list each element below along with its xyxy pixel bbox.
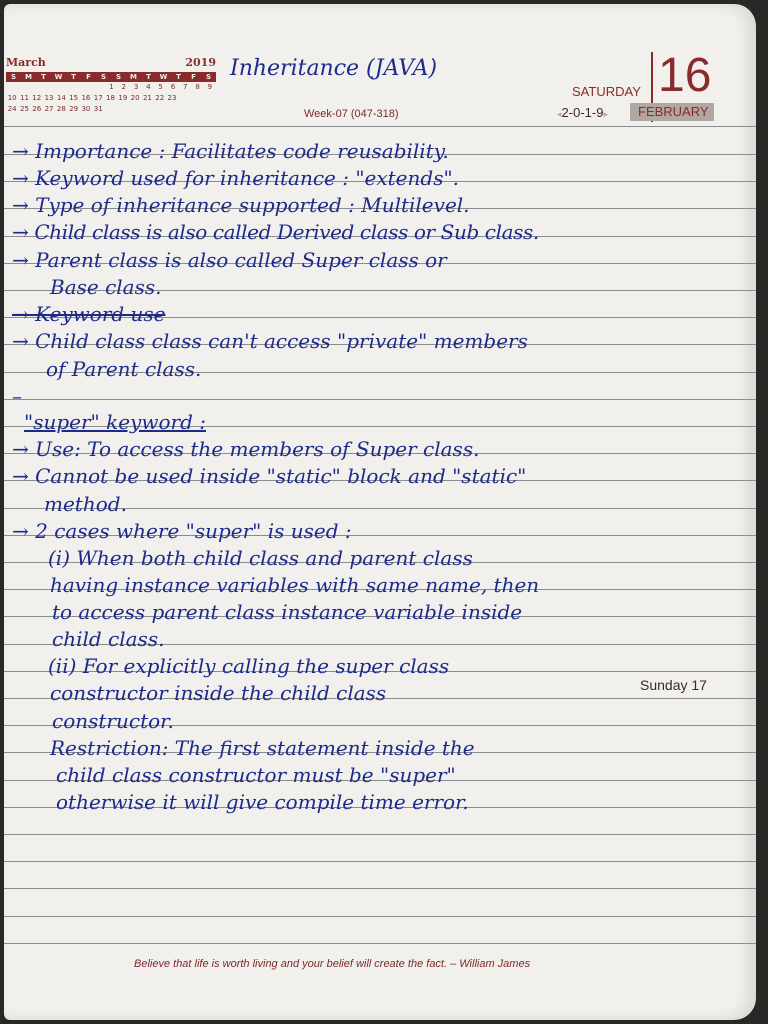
calendar-cell: 13	[44, 94, 54, 102]
calendar-cell: W	[159, 73, 168, 81]
calendar-cell: 7	[183, 83, 188, 91]
date-code-text: 2-0-1-9	[561, 105, 604, 120]
calendar-cell: M	[130, 73, 137, 81]
note-line: to access parent class instance variable inside	[52, 600, 523, 624]
calendar-cell: 1	[109, 83, 114, 91]
calendar-cell: 3	[133, 83, 139, 91]
calendar-cell: W	[54, 73, 63, 81]
note-line: → 2 cases where "super" is used :	[12, 519, 352, 543]
note-line: Restriction: The first statement inside the	[50, 736, 475, 760]
ruled-line	[4, 126, 756, 127]
calendar-cell: 20	[130, 94, 140, 102]
note-line: child class.	[52, 627, 165, 651]
note-line: (ii) For explicitly calling the super class	[48, 654, 450, 678]
calendar-cell: 30	[81, 105, 91, 113]
mini-calendar	[6, 56, 216, 115]
note-line: → Parent class is also called Super class or	[12, 248, 447, 272]
calendar-cell: 8	[195, 83, 200, 91]
month-name: FEBRUARY	[638, 104, 709, 119]
note-line: → Cannot be used inside "static" block and "static"	[12, 464, 527, 488]
note-line: → Keyword used for inheritance : "extends".	[12, 166, 460, 190]
page-title: Inheritance (JAVA)	[230, 56, 438, 81]
calendar-cell: S	[100, 73, 107, 81]
calendar-cell: 2	[121, 83, 126, 91]
note-dash: –	[12, 384, 22, 408]
calendar-cell: 24	[7, 105, 17, 113]
calendar-row-3	[6, 104, 216, 115]
date-number: 16	[658, 49, 712, 102]
calendar-cell: 29	[69, 105, 79, 113]
calendar-cell: 5	[158, 83, 163, 91]
calendar-cell: 27	[44, 105, 54, 113]
calendar-cell: 6	[170, 83, 176, 91]
note-line: having instance variables with same name, then	[50, 573, 540, 597]
ruled-line	[4, 861, 756, 862]
calendar-cell: 19	[118, 94, 128, 102]
note-line: otherwise it will give compile time error.	[56, 790, 469, 814]
note-line: method.	[44, 492, 127, 516]
calendar-cell: 22	[155, 94, 165, 102]
note-line: → Use: To access the members of Super class.	[12, 437, 480, 461]
calendar-cell: 31	[93, 105, 103, 113]
calendar-cell: 16	[81, 94, 91, 102]
day-name: SATURDAY	[572, 84, 641, 99]
note-line: → Type of inheritance supported : Multilevel.	[12, 193, 470, 217]
calendar-day-headers	[6, 72, 216, 82]
calendar-cell: F	[191, 73, 196, 81]
calendar-cell: T	[176, 73, 181, 81]
note-line: of Parent class.	[46, 357, 202, 381]
note-line: Base class.	[50, 275, 162, 299]
calendar-cell: 21	[142, 94, 152, 102]
calendar-cell: 15	[69, 94, 79, 102]
sunday-label: Sunday 17	[640, 677, 707, 693]
ruled-line	[4, 399, 756, 400]
calendar-cell: 28	[56, 105, 66, 113]
note-line: constructor inside the child class	[50, 681, 387, 705]
calendar-cell: S	[205, 73, 212, 81]
calendar-cell: S	[10, 73, 17, 81]
ruled-line	[4, 888, 756, 889]
calendar-cell: 25	[19, 105, 29, 113]
ruled-line	[4, 943, 756, 944]
date-code: ◂2-0-1-9▸	[557, 105, 608, 120]
calendar-cell: 23	[167, 94, 177, 102]
diary-page	[4, 4, 756, 1020]
calendar-month: March	[6, 56, 46, 69]
note-line: → Child class class can't access "private" members	[12, 329, 528, 353]
calendar-cell: 9	[207, 83, 213, 91]
calendar-cell: 14	[56, 94, 66, 102]
calendar-row-2	[6, 93, 216, 104]
note-line-struck: → Keyword use	[12, 302, 166, 326]
note-line: → Child class is also called Derived class or Sub class.	[12, 220, 539, 244]
note-line: child class constructor must be "super"	[56, 763, 456, 787]
calendar-cell: 17	[93, 94, 103, 102]
calendar-cell: 10	[7, 94, 17, 102]
calendar-cell: 11	[19, 94, 29, 102]
calendar-cell: 4	[146, 83, 151, 91]
note-line: → Importance : Facilitates code reusability.	[12, 139, 449, 163]
note-line: (i) When both child class and parent class	[48, 546, 473, 570]
calendar-cell: T	[41, 73, 46, 81]
calendar-year: 2019	[185, 56, 216, 69]
calendar-cell: F	[86, 73, 91, 81]
ruled-line	[4, 916, 756, 917]
calendar-cell: T	[71, 73, 76, 81]
note-line: constructor.	[52, 709, 174, 733]
calendar-cell: 12	[32, 94, 42, 102]
calendar-row-1	[6, 82, 216, 93]
calendar-cell: T	[146, 73, 151, 81]
calendar-cell: 18	[106, 94, 115, 102]
calendar-cell: 26	[32, 105, 42, 113]
calendar-cell: M	[25, 73, 32, 81]
calendar-cell: S	[115, 73, 122, 81]
week-label: Week-07 (047-318)	[304, 108, 399, 120]
ruled-line	[4, 834, 756, 835]
footer-quote: Believe that life is worth living and your belief will create the fact. – William James	[134, 958, 531, 970]
note-heading: "super" keyword :	[24, 410, 206, 434]
